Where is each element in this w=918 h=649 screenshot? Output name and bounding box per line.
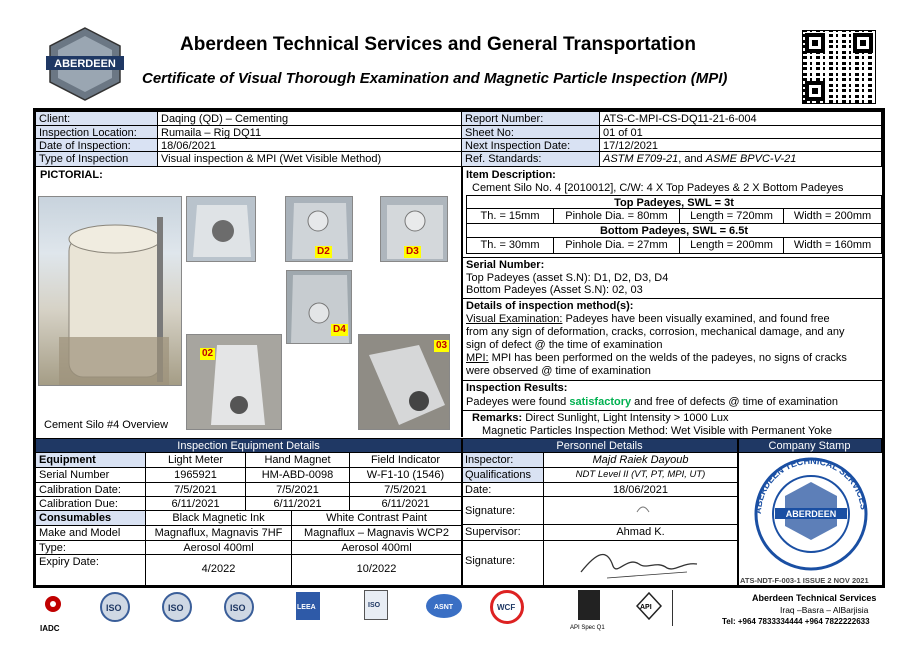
personnel-title: Personnel Details	[462, 438, 738, 453]
ref-standards-label: Ref. Standards:	[462, 152, 600, 167]
iadc-logo-icon	[38, 592, 68, 622]
item-description-text: Cement Silo No. 4 [2010012], C/W: 4 X Top Padeyes & 2 X Bottom Padeyes	[472, 182, 844, 194]
equipment-cell: 6/11/2021	[146, 497, 246, 511]
inspection-type-label: Type of Inspection	[36, 152, 158, 167]
serial-top: Top Padeyes (asset S.N): D1, D2, D3, D4	[466, 272, 669, 284]
pictorial-title: PICTORIAL:	[40, 169, 103, 181]
silo-caption: Cement Silo #4 Overview	[44, 419, 169, 431]
type-paint: Aerosol 400ml	[292, 541, 462, 555]
bottom-spec-pinhole: Pinhole Dia. = 27mm	[554, 238, 680, 254]
expiry-ink: 4/2022	[146, 555, 292, 585]
top-spec-thickness: Th. = 15mm	[466, 209, 554, 224]
asnt-label: ASNT	[434, 604, 454, 611]
company-stamp	[742, 456, 880, 572]
equipment-col-hand-magnet: Hand Magnet	[246, 453, 350, 468]
consumable-ink: Black Magnetic Ink	[146, 511, 292, 526]
details-visual-line3: sign of defect @ the time of examination	[466, 339, 663, 351]
top-spec-pinhole: Pinhole Dia. = 80mm	[554, 209, 680, 224]
ref-standards-value: ASTM E709-21, and ASME BPVC-V-21	[600, 152, 882, 167]
wcf-label: WCF	[497, 603, 516, 612]
bottom-spec-length: Length = 200mm	[680, 238, 784, 254]
sheet-no-value: 01 of 01	[600, 126, 882, 139]
inspector-signature-label: Signature:	[462, 497, 544, 525]
equipment-col-light-meter: Light Meter	[146, 453, 246, 468]
inspector-label: Inspector:	[462, 453, 544, 468]
sheet-no-label: Sheet No:	[462, 126, 600, 139]
equipment-cell: 6/11/2021	[246, 497, 350, 511]
inspection-date-value: 18/06/2021	[158, 139, 462, 152]
type-ink: Aerosol 400ml	[146, 541, 292, 555]
results-title: Inspection Results:	[466, 382, 568, 394]
equipment-cell: 7/5/2021	[350, 483, 462, 497]
location-value: Rumaila – Rig DQ11	[158, 126, 462, 139]
supervisor-signature	[544, 541, 738, 585]
padeye-photo-d1	[186, 196, 256, 262]
client-label: Client:	[36, 112, 158, 126]
details-mpi-line2: were observed @ time of examination	[466, 365, 651, 377]
bottom-padeyes-title: Bottom Padeyes, SWL = 6.5t	[466, 224, 882, 238]
leea-label: LEEA	[297, 604, 316, 611]
consumables-label: Consumables	[36, 511, 146, 526]
company-logo	[44, 26, 126, 102]
consumable-paint: White Contrast Paint	[292, 511, 462, 526]
silo-overview-photo	[38, 196, 182, 386]
expiry-paint: 10/2022	[292, 555, 462, 585]
api-spec-q1-logo-icon	[578, 590, 600, 620]
next-inspection-value: 17/12/2021	[600, 139, 882, 152]
equipment-cell: W-F1-10 (1546)	[350, 468, 462, 483]
supervisor-label: Supervisor:	[462, 525, 544, 541]
logo-text: ABERDEEN	[54, 58, 116, 70]
stamp-center-text: ABERDEEN	[785, 509, 837, 519]
supervisor-value: Ahmad K.	[544, 525, 738, 541]
equipment-cell: 6/11/2021	[350, 497, 462, 511]
top-spec-width: Width = 200mm	[784, 209, 882, 224]
supervisor-signature-label: Signature:	[462, 541, 544, 585]
satisfactory-word: satisfactory	[569, 396, 632, 408]
stamp-ring-text: ABERDEEN TECHNICAL SERVICES	[752, 456, 869, 515]
equipment-row-label: Serial Number	[36, 468, 146, 483]
personnel-date-label: Date:	[462, 483, 544, 497]
top-padeyes-title: Top Padeyes, SWL = 3t	[466, 195, 882, 209]
inspector-signature-box	[544, 497, 738, 525]
tag-d2: D2	[317, 246, 330, 257]
iso-label: ISO	[230, 603, 246, 613]
tag-02: 02	[202, 348, 214, 359]
item-description-title: Item Description:	[466, 169, 556, 181]
equipment-cell: 7/5/2021	[146, 483, 246, 497]
form-code: ATS-NDT-F-003-1 ISSUE 2 NOV 2021	[740, 576, 869, 585]
footer-company: Aberdeen Technical Services	[752, 593, 877, 603]
inspection-type-value: Visual inspection & MPI (Wet Visible Method)	[158, 152, 462, 167]
serial-number-title: Serial Number:	[466, 259, 545, 271]
expiry-label: Expiry Date:	[36, 555, 146, 585]
bottom-spec-width: Width = 160mm	[784, 238, 882, 254]
iso-label: ISO	[168, 603, 184, 613]
footer-address: Iraq –Basra – AlBarjisia	[780, 605, 869, 615]
footer-phones: Tel: +964 7833334444 +964 7822222633	[722, 617, 870, 626]
equipment-cell: HM-ABD-0098	[246, 468, 350, 483]
api-spec-label: API Spec Q1	[570, 625, 605, 631]
company-title: Aberdeen Technical Services and General Transportation	[180, 34, 696, 55]
location-label: Inspection Location:	[36, 126, 158, 139]
client-value: Daqing (QD) – Cementing	[158, 112, 462, 126]
remarks-line1: Remarks: Direct Sunlight, Light Intensity > 1000 Lux	[472, 412, 729, 424]
make-label: Make and Model	[36, 526, 146, 541]
details-visual-line2: from any sign of deformation, cracks, corrosion, mechanical damage, and any	[466, 326, 845, 338]
api-label: API	[640, 604, 652, 611]
equipment-row-label: Calibration Due:	[36, 497, 146, 511]
inspection-date-label: Date of Inspection:	[36, 139, 158, 152]
qr-code-icon	[802, 30, 876, 104]
bottom-spec-thickness: Th. = 30mm	[466, 238, 554, 254]
equipment-title: Inspection Equipment Details	[36, 438, 462, 453]
qualifications-value: NDT Level II (VT, PT, MPI, UT)	[544, 468, 738, 483]
inspector-value: Majd Raiek Dayoub	[544, 453, 738, 468]
next-inspection-label: Next Inspection Date:	[462, 139, 600, 152]
certificate-title: Certificate of Visual Thorough Examination and Magnetic Particle Inspection (MPI)	[142, 70, 728, 87]
tag-03: 03	[436, 340, 448, 351]
iso-cert-label: ISO	[368, 602, 381, 609]
details-mpi-line1: MPI: MPI has been performed on the welds of the padeyes, no signs of cracks	[466, 352, 847, 364]
top-spec-length: Length = 720mm	[680, 209, 784, 224]
iso-label: ISO	[106, 603, 122, 613]
report-number-label: Report Number:	[462, 112, 600, 126]
make-ink: Magnaflux, Magnavis 7HF	[146, 526, 292, 541]
remarks-line2: Magnetic Particles Inspection Method: Wet Visible with Permanent Yoke	[482, 425, 832, 437]
equipment-col-label: Equipment	[36, 453, 146, 468]
qualifications-label: Qualifications	[462, 468, 544, 483]
equipment-cell: 1965921	[146, 468, 246, 483]
equipment-col-field-indicator: Field Indicator	[350, 453, 462, 468]
equipment-row-label: Calibration Date:	[36, 483, 146, 497]
serial-bottom: Bottom Padeyes (Asset S.N): 02, 03	[466, 284, 643, 296]
results-text: Padeyes were found satisfactory and free of defects @ time of examination	[466, 396, 838, 408]
equipment-cell: 7/5/2021	[246, 483, 350, 497]
report-number-value: ATS-C-MPI-CS-DQ11-21-6-004	[600, 112, 882, 126]
type-label: Type:	[36, 541, 146, 555]
details-visual-line1: Visual Examination: Padeyes have been visually examined, and found free	[466, 313, 830, 325]
details-title: Details of inspection method(s):	[466, 300, 634, 312]
tag-d3: D3	[406, 246, 419, 257]
tag-d4: D4	[333, 324, 346, 335]
stamp-title: Company Stamp	[738, 438, 882, 453]
personnel-date-value: 18/06/2021	[544, 483, 738, 497]
make-paint: Magnaflux – Magnavis WCP2	[292, 526, 462, 541]
iadc-label: IADC	[40, 624, 60, 633]
